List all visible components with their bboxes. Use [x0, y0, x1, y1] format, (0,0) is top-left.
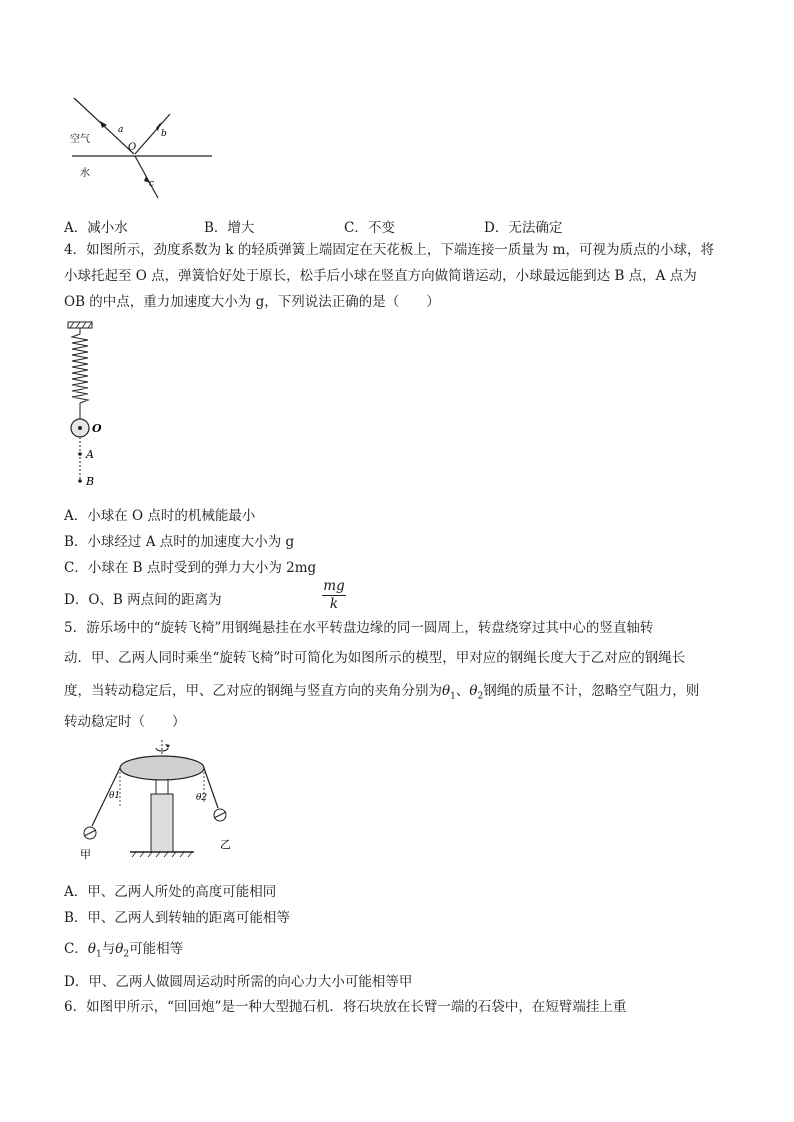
q4-stem-line3: OB 的中点，重力加速度大小为 g，下列说法正确的是（ ）: [64, 294, 440, 310]
spring-figure: [62, 318, 132, 490]
q4-option-d: D．O、B 两点间的距离为: [64, 592, 222, 608]
q3-option-b: B．增大: [204, 220, 255, 236]
q3-option-a: A．减小水: [64, 220, 128, 236]
optc-theta1-sub: 1: [95, 949, 102, 960]
theta1-symbol: θ: [442, 683, 451, 699]
q5-stem-line1: 5．游乐场中的“旋转飞椅”用钢绳悬挂在水平转盘边缘的同一圆周上，转盘绕穿过其中心的竖直轴转: [64, 620, 654, 636]
q5-stem-line4: 转动稳定时（ ）: [64, 714, 186, 730]
q4-option-c: C．小球在 B 点时受到的弹力大小为 2mg: [64, 560, 317, 576]
label-c: c: [149, 179, 155, 189]
q4-option-b: B．小球经过 A 点时的加速度大小为 g: [64, 534, 295, 550]
q4-stem-line1: 4．如图所示，劲度系数为 k 的轻质弹簧上端固定在天花板上，下端连接一质量为 m，可视为质点的小球，将: [64, 242, 714, 258]
q5-line3-text-b: 钢绳的质量不计，忽略空气阻力，则: [483, 683, 700, 699]
spring-label-B: B: [86, 475, 95, 488]
theta1-label: θ1: [109, 791, 121, 801]
person-yi-label: 乙: [220, 838, 231, 851]
q5-optc-prefix: C．: [64, 941, 88, 957]
fraction-denominator: k: [329, 596, 339, 612]
optc-theta1: θ: [87, 941, 96, 957]
swing-ride-figure: [68, 738, 248, 863]
label-air: 空气: [70, 134, 90, 145]
q5-option-c: [64, 937, 183, 960]
person-jia-label: 甲: [80, 848, 91, 861]
optc-theta2-sub: 2: [123, 949, 130, 960]
label-a: a: [118, 125, 124, 135]
q5-option-a: A．甲、乙两人所处的高度可能相同: [64, 884, 277, 900]
q5-option-d: D．甲、乙两人做圆周运动时所需的向心力大小可能相等甲: [64, 974, 413, 990]
theta2-subscript: 2: [477, 691, 484, 702]
q5-stem-line2: 动．甲、乙两人同时乘坐“旋转飞椅”时可简化为如图所示的模型，甲对应的钢绳长度大于乙对应的钢绳长: [64, 650, 686, 666]
label-O: O: [128, 142, 137, 153]
q4-option-a: A．小球在 O 点时的机械能最小: [64, 508, 256, 524]
optc-theta2: θ: [115, 941, 124, 957]
q3-option-d: D．无法确定: [484, 220, 563, 236]
q5-stem-line3: [64, 681, 699, 707]
theta2-label: θ2: [196, 793, 208, 803]
refraction-figure: [60, 92, 220, 207]
fraction-numerator: mg: [323, 578, 345, 594]
q5-line3-text-a: 度，当转动稳定后，甲、乙对应的钢绳与竖直方向的夹角分别为: [64, 683, 442, 699]
theta1-subscript: 1: [450, 691, 456, 702]
spring-label-A: A: [86, 448, 94, 461]
label-water: 水: [80, 168, 90, 179]
spring-label-O: O: [92, 422, 102, 435]
q4-fraction: [322, 578, 346, 613]
q5-optc-post: 可能相等: [129, 941, 184, 957]
q3-option-c: C．不变: [344, 220, 395, 236]
q4-stem-line2: 小球托起至 O 点，弹簧恰好处于原长，松手后小球在竖直方向做简谐运动，小球最远能到达 B 点，A 点为: [64, 268, 697, 284]
q5-line3-separator: 、: [455, 683, 470, 699]
q6-stem-line1: 6．如图甲所示，“回回炮”是一种大型抛石机．将石块放在长臂一端的石袋中，在短臂端挂上重: [64, 999, 627, 1015]
theta2-symbol: θ: [469, 683, 478, 699]
q5-option-b: B．甲、乙两人到转轴的距离可能相等: [64, 910, 290, 926]
q5-optc-mid: 与: [101, 941, 116, 957]
label-b: b: [161, 129, 167, 139]
